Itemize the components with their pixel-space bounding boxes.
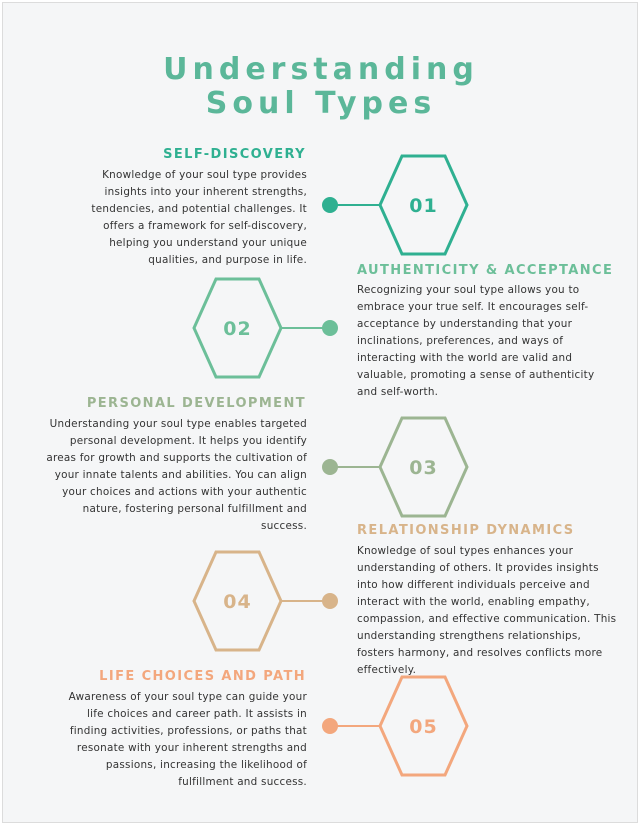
section-text-relationship-dynamics: Knowledge of soul types enhances your understanding of others. It provides insights into how different individuals perceive and interact with the world, enabling empathy, compassion, and effective communication. This understanding strengthens relationships, fosters harmony, and resolves conflicts more effectively.: [357, 545, 617, 676]
section-text-life-choices: Awareness of your soul type can guide your life choices and career path. It assists in finding activities, professions, or paths that resonate with your inherent strengths and passions, increasing the likelihood of fulfillment and success.: [68, 691, 307, 788]
hexagon-number-02: 02: [223, 318, 252, 340]
timeline-node-01: [322, 156, 467, 254]
section-heading-relationship-dynamics: RELATIONSHIP DYNAMICS: [357, 523, 575, 538]
section-heading-self-discovery: SELF-DISCOVERY: [163, 147, 306, 162]
timeline-node-05: [322, 677, 467, 775]
section-heading-personal-development: PERSONAL DEVELOPMENT: [86, 396, 306, 411]
hexagon-number-01: 01: [409, 195, 438, 217]
section-text-personal-development: Understanding your soul type enables targeted personal development. It helps you identify areas for growth and supports the cultivation of your innate talents and abilities. You can align your choices and actions with your authentic nature, fostering personal fulfillment and success.: [46, 418, 307, 532]
timeline-dot-03: [322, 459, 338, 475]
title-line-2: Soul Types: [205, 86, 437, 121]
timeline-dot-02: [322, 320, 338, 336]
section-heading-authenticity: AUTHENTICITY & ACCEPTANCE: [357, 263, 614, 278]
hexagon-number-03: 03: [409, 457, 438, 479]
timeline-dot-04: [322, 593, 338, 609]
section-text-self-discovery: Knowledge of your soul type provides insights into your inherent strengths, tendencies, and potential challenges. It offers a framework for self-discovery, helping you understand your unique qualities, and purpose in life.: [91, 169, 307, 266]
title-line-1: Understanding: [163, 52, 479, 87]
timeline-node-03: [322, 418, 467, 516]
hexagon-number-04: 04: [223, 591, 252, 613]
timeline-dot-01: [322, 197, 338, 213]
timeline-dot-05: [322, 718, 338, 734]
section-heading-life-choices: LIFE CHOICES AND PATH: [99, 669, 306, 684]
timeline-node-02: [194, 279, 338, 377]
timeline-node-04: [194, 552, 338, 650]
infographic-page: [2, 2, 638, 823]
hexagon-number-05: 05: [409, 716, 438, 738]
section-text-authenticity: Recognizing your soul type allows you to embrace your true self. It encourages self-acceptance by understanding that your inclinations, preferences, and ways of interacting with the world are valid and valuable, promoting a sense of authenticity and self-worth.: [357, 284, 595, 398]
